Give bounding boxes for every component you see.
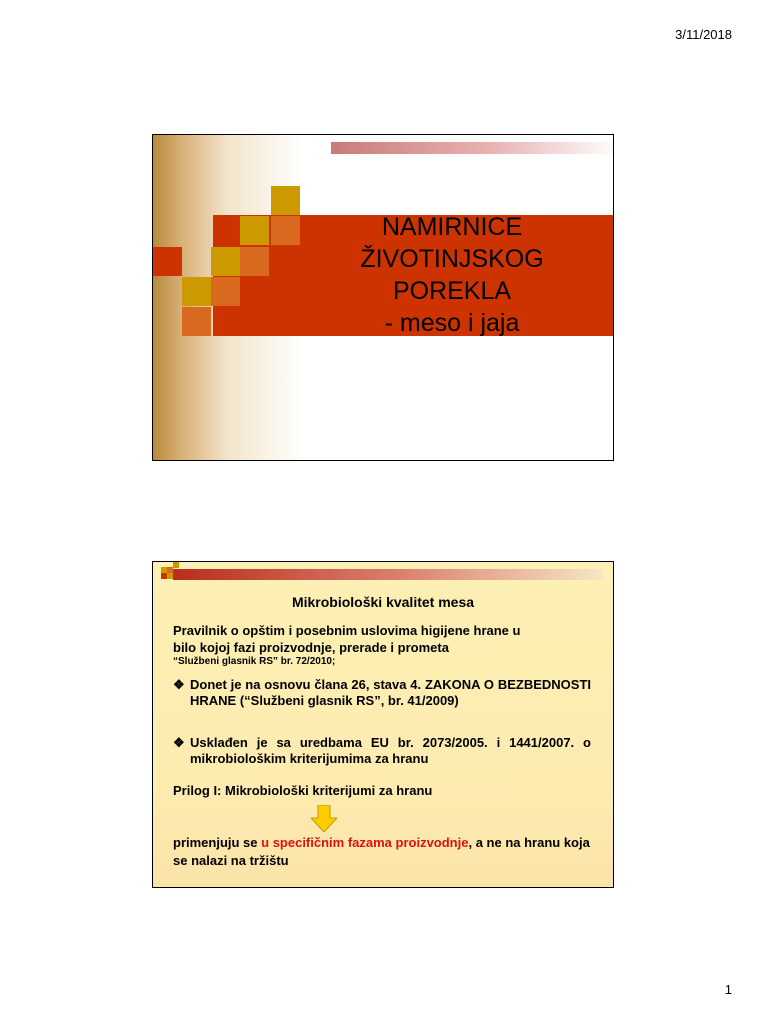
diamond-bullet-icon: ❖ bbox=[173, 677, 185, 692]
decorative-top-bar bbox=[331, 142, 614, 154]
annex-label: Prilog I: Mikrobiološki kriterijumi za hranu bbox=[173, 783, 433, 798]
gazette-reference: “Službeni glasnik RS” br. 72/2010; bbox=[173, 656, 336, 667]
down-arrow-icon bbox=[311, 805, 337, 837]
title-line: NAMIRNICE bbox=[381, 213, 523, 241]
bullet-item bbox=[173, 735, 591, 767]
regulation-intro bbox=[173, 622, 603, 668]
bullet-text: Usklađen je sa uredbama EU br. 2073/2005. i 1441/2007. o mikrobiološkim kriterijumima za hranu bbox=[190, 735, 591, 766]
decorative-square bbox=[211, 247, 240, 276]
decorative-square bbox=[271, 186, 300, 215]
page-number: 1 bbox=[724, 982, 732, 997]
content-slide bbox=[152, 561, 614, 888]
decorative-square bbox=[153, 247, 182, 276]
decorative-square bbox=[211, 277, 240, 306]
slide-title bbox=[303, 211, 601, 339]
intro-line: Pravilnik o opštim i posebnim uslovima higijene hrane u bbox=[173, 623, 521, 638]
note-text: primenjuju se bbox=[173, 835, 262, 850]
decorative-top-bar bbox=[173, 569, 603, 580]
intro-line: bilo kojoj fazi proizvodnje, prerade i prometa bbox=[173, 640, 449, 655]
decorative-square bbox=[240, 247, 269, 276]
title-slide bbox=[152, 134, 614, 461]
decorative-square bbox=[182, 277, 211, 306]
highlighted-text: u specifičnim fazama proizvodnje bbox=[261, 835, 469, 850]
bullet-item bbox=[173, 677, 591, 709]
slide-heading: Mikrobiološki kvalitet mesa bbox=[291, 594, 475, 610]
slide-date: 3/11/2018 bbox=[675, 27, 732, 42]
diamond-bullet-icon: ❖ bbox=[173, 735, 185, 750]
decorative-square bbox=[271, 216, 300, 245]
note-text: , a ne na hranu koja se nalazi na tržištu bbox=[173, 835, 590, 868]
decorative-square bbox=[182, 307, 211, 336]
decorative-square bbox=[173, 562, 179, 568]
title-line: POREKLA bbox=[392, 277, 512, 305]
decorative-square bbox=[240, 216, 269, 245]
title-line: ŽIVOTINJSKOG bbox=[360, 245, 544, 273]
decorative-square bbox=[167, 573, 173, 579]
title-line: - meso i jaja bbox=[384, 309, 520, 337]
bullet-text: Donet je na osnovu člana 26, stava 4. ZAKONA O BEZBEDNOSTI HRANE (“Službeni glasnik RS”, br. 41/2009) bbox=[190, 677, 591, 708]
application-note bbox=[173, 834, 603, 870]
